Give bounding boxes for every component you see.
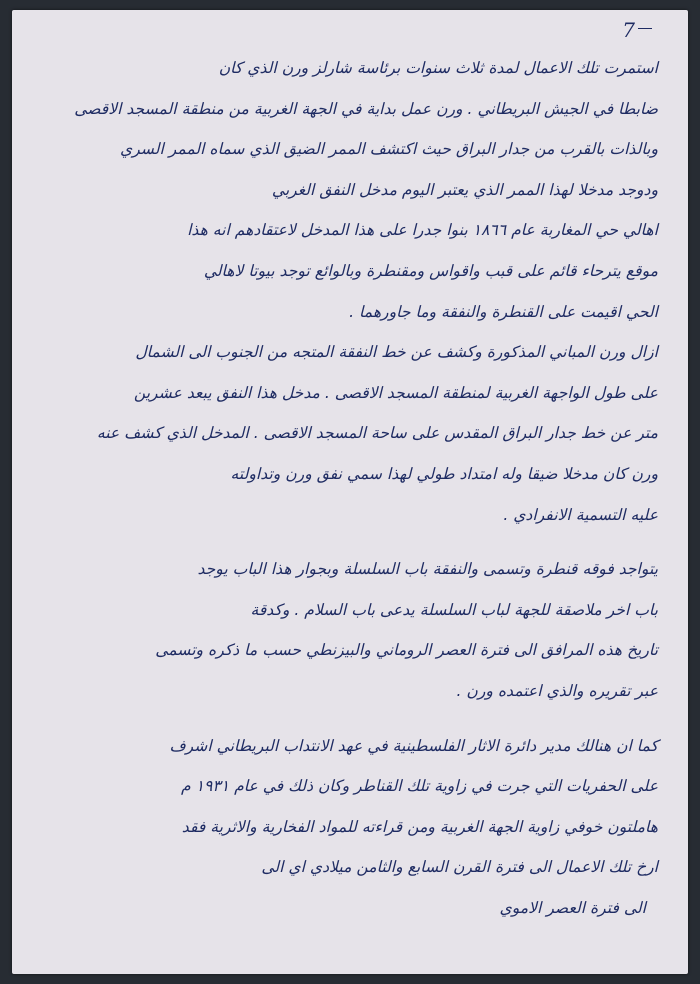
text-line: على طول الواجهة الغربية لمنطقة المسجد الاقصى . مدخل هذا النفق يبعد عشرين xyxy=(133,383,658,402)
handwritten-text xyxy=(48,48,658,934)
text-line: ارخ تلك الاعمال الى فترة القرن السابع والثامن ميلادي اي الى xyxy=(261,858,658,877)
text-line: وبالذات بالقرب من جدار البراق حيث اكتشف الممر الضيق الذي سماه الممر السري xyxy=(119,140,658,159)
text-line: موقع يترحاء قائم على قبب واقواس ومقنطرة وبالوائع توجد بيوتا لاهالي xyxy=(203,261,658,280)
page-number-mark xyxy=(638,28,652,29)
text-line: استمرت تلك الاعمال لمدة ثلاث سنوات برئاسة شارلز ورن الذي كان xyxy=(218,59,658,77)
text-line: ورن كان مدخلا ضيقا وله امتداد طولي لهذا سمي نفق ورن وتداولته xyxy=(230,464,658,483)
text-line: ودوجد مدخلا لهذا الممر الذي يعتبر اليوم مدخل النفق الغربي xyxy=(271,180,658,199)
text-line: باب اخر ملاصقة للجهة لباب السلسلة يدعى باب السلام . وكدقة xyxy=(250,600,658,619)
text-line: الى فترة العصر الاموي xyxy=(499,898,646,917)
text-line: تاريخ هذه المرافق الى فترة العصر الروماني والبيزنطي حسب ما ذكره وتسمى xyxy=(155,641,658,660)
paragraph-2 xyxy=(48,251,658,332)
text-line: يتواجد فوقه قنطرة وتسمى والنفقة باب السلسلة وبجوار هذا الباب يوجد xyxy=(197,560,658,579)
text-line: على الحفريات التي جرت في زاوية تلك القناطر وكان ذلك في عام ١٩٣١ م xyxy=(181,777,658,796)
text-line: عبر تقريره والذي اعتمده ورن . xyxy=(456,681,658,700)
paragraph-4 xyxy=(48,549,658,711)
page-number-value: 7 xyxy=(622,18,635,42)
paragraph-3 xyxy=(48,332,658,535)
text-line: ضابطا في الجيش البريطاني . ورن عمل بداية في الجهة الغربية من منطقة المسجد الاقصى xyxy=(74,99,658,118)
text-line: هاملتون خوفي زاوية الجهة الغربية ومن قراءته للمواد الفخارية والاثرية فقد xyxy=(181,817,658,836)
text-line: متر عن خط جدار البراق المقدس على ساحة المسجد الاقصى . المدخل الذي كشف عنه xyxy=(96,424,658,443)
text-line: اهالي حي المغاربة عام ١٨٦٦ بنوا جدرا على هذا المدخل لاعتقادهم انه هذا xyxy=(187,221,658,240)
text-line: الحي اقيمت على القنطرة والنفقة وما جاورهما . xyxy=(349,302,658,321)
text-line: ازال ورن المباني المذكورة وكشف عن خط النفقة المتجه من الجنوب الى الشمال xyxy=(135,343,658,362)
text-line: كما ان هنالك مدير دائرة الاثار الفلسطينية في عهد الانتداب البريطاني اشرف xyxy=(169,736,658,755)
page-number xyxy=(622,18,652,42)
text-line: عليه التسمية الانفرادي . xyxy=(503,505,658,524)
manuscript-page xyxy=(12,10,688,974)
paragraph-1 xyxy=(48,48,658,251)
paragraph-5 xyxy=(48,726,658,929)
